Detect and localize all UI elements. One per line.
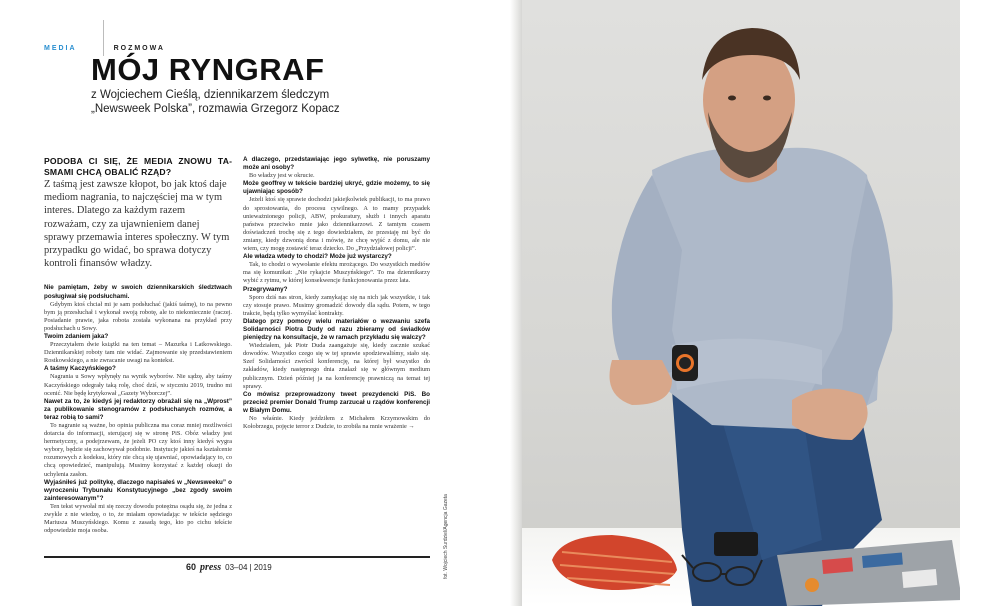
interview-answer: Bo władzy jest w okrucie. <box>249 172 315 180</box>
interview-question: Co mówisz przeprowadzony tweet prezydencki PiS. Bo przecież premier Donald Trump zarzucał u rządów konferencji w Białym Domu. <box>243 390 430 414</box>
interview-question: Nawet za to, że kiedyś jej redaktorzy obrażali się na „Wprost” za publikowanie stenogramów z podsłuchanych rozmów, a teraz robią to sami? <box>44 397 232 421</box>
lead-answer: Z taśmą jest zawsze kłopot, bo jak ktoś daje mediom nagrania, to najczęściej ma w tym interes. Dlatego za każdym razem rozważam, czy za ujawnieniem danej sprawy przemawia interes społeczny. W tym przypadku go widać, bo sprawa dotyczy kontroli finansów władzy. <box>44 179 230 270</box>
page-edge <box>960 0 992 606</box>
lead-question: PODOBA CI SIĘ, ŻE MEDIA ZNOWU TASMAMI CHCĄ OBALIĆ RZĄD? <box>44 156 232 177</box>
interview-answer: Wiedziałem, jak Piotr Duda zaangażuje się, kiedy zacznie szukać dowodów. Wszystko czego się w tej sprawie spodziewaliśmy, stało się. Szef Solidarności zwrócił konferencję, na której był wszystko do zakładów, kiedy następnego dnia znalazł się w głównym medium publicznym. Dzień później ja na konferencję prawniczą na temat tej sprawy. <box>243 342 430 390</box>
interview-question: A dlaczego, przedstawiając jego sylwetkę, nie poruszamy może ani osoby? <box>243 156 430 172</box>
footer-rule <box>44 556 430 558</box>
interview-answer: Przeczytałem dwie książki na ten temat – Mazurka i Latkowskiego. Dziennikarskiej roboty tam nie widać. Zajmowanie się przedstawieniem Rostkowskiego, a nie zwracanie uwagi na kontekst. <box>44 341 232 365</box>
page-number: 60 <box>186 562 197 572</box>
left-hand <box>610 360 673 405</box>
interview-question: Może geoffrey w tekście bardziej ukryć, gdzie możemy, to się ujawniając sposób? <box>243 180 430 196</box>
text-column-2 <box>243 156 430 552</box>
page-gutter <box>510 0 522 606</box>
interview-answer: Ten tekst wywołał mi się rzeczy dowodu poteężna osądu się, że jedna z zwykle z nie wiedzę, o to, że miałam opowiadając w tekście sędziego Mariusza Muszyńskiego. Komu z zasadą tego, kto po cichu tekście odpowiedzie moja osoba. <box>44 502 232 535</box>
interview-question: Twoim zdaniem jaka? <box>44 332 109 340</box>
article-subtitle <box>91 88 391 116</box>
subtitle-line-1: z Wojciechem Cieślą, dziennikarzem śledczym <box>91 89 330 101</box>
smartphone <box>714 532 758 556</box>
interview-answer: No właśnie. Kiedy jeździłem z Michałem Krzymowskim do Kołobrzegu, pojęcie terror z Dudzie, to zrobiła na mnie wrażenie → <box>243 415 430 431</box>
interview-answer: To nagranie są ważne, bo opinia publiczna ma coraz mniej możliwości dotarcia do informacji, sterującej się w stronę PiS. Obóz władzy jest hermetyczny, a podejrzewam, że jeżeli PO czy ktoś inny kiedyś wygra wybory, będzie się zachowywał podobnie. Instytucje jakieś na kształcenie rozumowych z kodeksu, który nie chcą się ujawniać, opowiadający to, co chcą opowiedzieć, manipulują. Musimy korzystać z każdej okazji do uchylenia zasłon. <box>44 422 232 478</box>
article-title: MÓJ RYNGRAF <box>91 52 325 87</box>
interview-answer: Tak, to chodzi o wywołanie efektu mrożącego. Do wszystkich mediów ma się komunikat: „Nie rykajcie Muszyńskiego”. To ma dziennikarzy wybić z rytmu, w której konsekwencje funkcjonowania przez lata. <box>243 261 430 285</box>
interview-question: A taśmy Kaczyńskiego? <box>44 365 116 373</box>
interview-question: Przegrywamy? <box>243 285 288 293</box>
column-1-body <box>44 284 232 535</box>
subsection-label: ROZMOWA <box>113 44 165 52</box>
magazine-name: press <box>200 562 222 573</box>
photo-credit-text: fot. Wojciech Surdziel/Agencja Gazeta <box>443 494 449 579</box>
interview-question: Wyjaśniłeś już politykę, dlaczego napisałeś w „Newsweeku” o wyroczeniu Trybunału Konstytucyjnego „bez zgody swoim zainteresowanym”? <box>44 478 232 502</box>
interview-answer: Gdybym ktoś chciał mi je sam podsłuchać (jakiś taśmę), to na pewno bym ją przesłuchał i wykonał swoją robotę, ale to niekoniecznie (raczej. Posiadanie prawie, jaka robota została wykonana na przykład przy podsłuchach u Sowy. <box>44 300 232 332</box>
page-footer <box>186 562 272 573</box>
right-page-photo <box>522 0 992 606</box>
portrait-photo <box>522 0 992 606</box>
interview-question: Nie pamiętam, żeby w swoich dziennikarskich śledztwach posługiwał się podsłuchami. <box>44 284 232 300</box>
interview-answer: Jeżeli ktoś się sprawie dochodzi jakiejkolwiek publikacji, to ma prawo do sprostowania, do procesu cywilnego. A to mamy przypadek unieważnionego policji, ABW, prokuratury, służb i innych aparatu państwa przeciwko mnie jako dziennikarzowi. Z tamtym czasem doświadczeń trochę się z tego dowiedziałem, że przestaję mi być do zmiany, kiedy dzwonią dona i mówię, że chcę wyjść z domu, ale nie wiem, czy mogę zostawić teraz dziecko. Do „Przydziałowej policji”. <box>243 196 430 253</box>
column-2-body <box>243 156 430 431</box>
interview-answer: Sporo dziś nas stron, kiedy zamykając się na nich jak wszystkie, i tak czy stosuje prawo. Musimy gromadzić dowody dla sądu. Potem, w tego trakcie, będą tylko wymyślać kontrakty. <box>243 293 430 317</box>
photo-credit <box>442 494 450 580</box>
interview-question: Ale władza wtedy to chodzi? Może już wystarczy? <box>243 253 392 261</box>
text-column-1 <box>44 156 232 552</box>
kicker-divider <box>103 20 104 56</box>
interview-question: Dlatego przy pomocy wielu materiałów o wezwaniu szefa Solidarności Piotra Dudy od razu zbieramy od świadków pieniędzy na konsultacje, że w ramach przykładu się walczy? <box>243 317 430 342</box>
interview-answer: Nagrania u Sowy wpłynęły na wynik wyborów. Nie sądzę, aby taśmy Kaczyńskiego odegrały taką rolę, choć dziś, w styczniu 2019, trudno mi ocenić. Nie będę krytykował „Gazety Wyborczej”. <box>44 373 232 397</box>
issue-number: 03–04 | 2019 <box>225 563 272 572</box>
section-label: MEDIA <box>44 44 77 52</box>
subtitle-line-2: „Newsweek Polska”, rozmawia Grzegorz Kopacz <box>91 103 340 115</box>
